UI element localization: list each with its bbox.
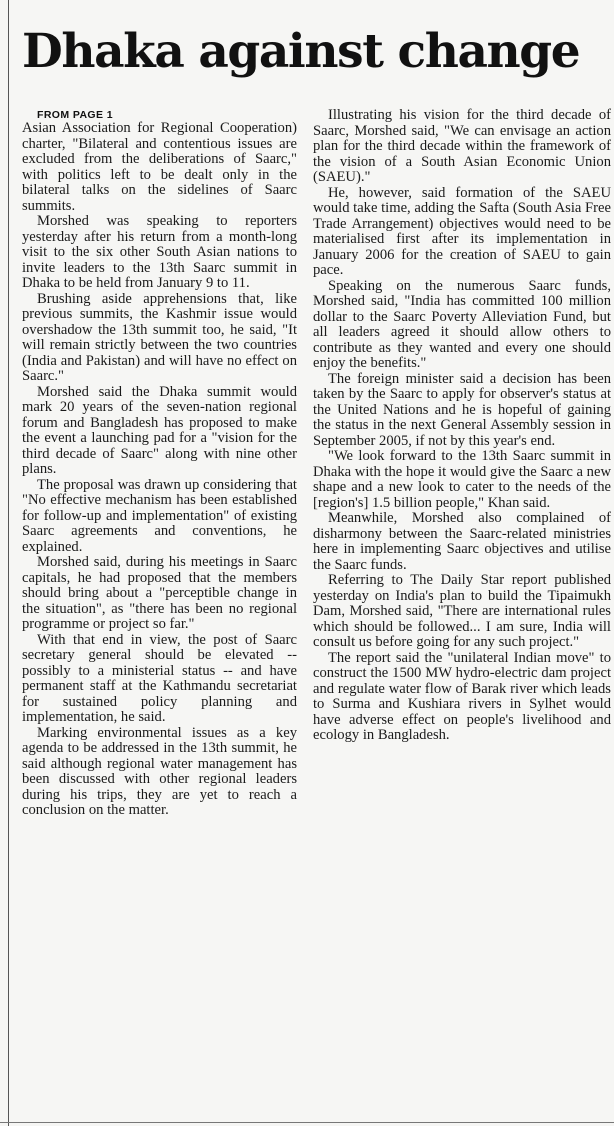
paragraph: Illustrating his vision for the third decade of Saarc, Morshed said, "We can envisage an action plan for the third decade within the framework of the vision of a South Asian Economic Union (SAEU)." (313, 108, 611, 185)
paragraph: The proposal was drawn up considering that "No effective mechanism has been established for follow-up and implementation" of existing Saarc agreements and conventions, he explained. (22, 476, 297, 555)
paragraph: Morshed was speaking to reporters yesterday after his return from a month-long visit to the six other South Asian nations to invite leaders to the 13th Saarc summit in Dhaka to be held from January 9 to 11. (22, 213, 297, 291)
right-column (313, 108, 611, 1116)
paragraph: Brushing aside apprehensions that, like previous summits, the Kashmir issue would overshadow the 13th summit too, he said, "It will remain strictly between the two countries (India and Pakistan) and will have no effect on Saarc." (22, 290, 297, 384)
paragraph: Asian Association for Regional Cooperation) charter, "Bilateral and contentious issues are excluded from the deliberations of Saarc," with politics left to be dealt only in the bilateral talks on the sidelines of Saarc summits. (22, 120, 297, 214)
paragraph: Referring to The Daily Star report published yesterday on India's plan to build the Tipaimukh Dam, Morshed said, "There are international rules which should be followed... I am sure, India will consult us before going for any such project." (313, 572, 611, 650)
headline: Dhaka against change (22, 24, 580, 79)
paragraph: He, however, said formation of the SAEU would take time, adding the Safta (South Asia Free Trade Arrangement) objectives would need to be materialised first after its implementation in January 2006 for the creation of SAEU to gain pace. (313, 184, 611, 278)
paragraph: Morshed said the Dhaka summit would mark 20 years of the seven-nation regional forum and Bangladesh has proposed to make the event a launching pad for a "vision for the third decade of Saarc" along with nine other plans. (22, 383, 297, 477)
left-column (22, 109, 297, 1117)
paragraph: "We look forward to the 13th Saarc summit in Dhaka with the hope it would give the Saarc a new shape and a new look to cater to the needs of the [region's] 1.5 billion people," Khan said. (313, 448, 611, 511)
bottom-rule (0, 1122, 614, 1123)
paragraph: Speaking on the numerous Saarc funds, Morshed said, "India has committed 100 million dollar to the Saarc Poverty Alleviation Fund, but all leaders agreed it should allow others to contribute as they wanted and every one should enjoy the benefits." (313, 277, 611, 371)
column-rule (8, 0, 9, 1126)
kicker: FROM PAGE 1 (37, 109, 113, 121)
paragraph: Morshed said, during his meetings in Saarc capitals, he had proposed that the members should bring about a "perceptible change in the situation", as "there has been no regional programme or project so far." (22, 554, 297, 632)
paragraph: Marking environmental issues as a key agenda to be addressed in the 13th summit, he said although regional water management has been discussed with other regional leaders during his trips, they are yet to reach a conclusion on the matter. (22, 724, 297, 818)
paragraph: The report said the "unilateral Indian move" to construct the 1500 MW hydro-electric dam project and regulate water flow of Barak river which leads to Surma and Kushiara rivers in Sylhet would have adverse effect on people's livelihood and ecology in Bangladesh. (313, 649, 611, 743)
paragraph: Meanwhile, Morshed also complained of disharmony between the Saarc-related ministries here in implementing Saarc objectives and utilise the Saarc funds. (313, 510, 611, 573)
paragraph: The foreign minister said a decision has been taken by the Saarc to apply for observer's status at the United Nations and he is hopeful of gaining the status in the next General Assembly session in September 2005, if not by this year's end. (313, 370, 611, 449)
paragraph: With that end in view, the post of Saarc secretary general should be elevated -- possibly to a ministerial status -- and have permanent staff at the Kathmandu secretariat for sustained policy planning and implementation, he said. (22, 631, 297, 725)
